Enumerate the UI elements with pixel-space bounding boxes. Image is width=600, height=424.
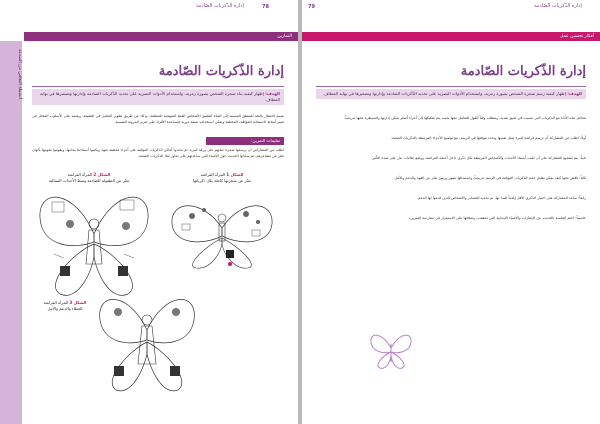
paragraph-5: رابعاً: ساعد المشاركة على اختيار الذكرى الأقل إيلاماً للبدء بها، ثم تحديد المصادر والأشخاص الذين قدموا لها الدعم. <box>416 196 586 200</box>
right-page <box>302 0 600 424</box>
title-underline <box>316 86 586 87</box>
figure-2-number: الشكل 2 <box>93 172 111 177</box>
goal-box <box>316 89 586 99</box>
side-tab-label: أنشطة التعافي من الصدمة <box>17 49 22 99</box>
butterfly-icon <box>368 330 414 370</box>
figure-1-number: الشكل 1 <box>226 172 244 177</box>
figure-2-caption <box>30 172 148 184</box>
paragraph-6: خامساً: اختم الجلسة بالحديث عن الإنجازات والأشياء الإيجابية التي تحققت، وشجّعها على الاستمرار في ممارسة التمرين. <box>408 216 586 220</box>
instructions-bar <box>206 137 284 145</box>
header-title: إدارة الذّكريات الصّادمة <box>534 3 582 9</box>
figure-2-text: تعبّر عن الطفولة الصادمة وسط الأحداث المتتالية <box>48 178 130 183</box>
section-bar-label: التمارين <box>277 34 292 39</box>
figure-1-text: تعبّر عن شجرتها كاملة بكل ذكرياتها <box>192 178 252 183</box>
paragraph-2: أولاً: اطلب من المشاركة أن ترسم فراشة كبيرة تمثل نفسها وتحدد موقعها في الرسم، مع توضيح الأجزاء المرتبطة بالذكريات الصعبة. <box>390 136 586 140</box>
paragraph-4: ثالثاً: ناقش معها كيف يمكن تقليل حجم الذكريات المؤلمة في الرسم تدريجياً، واستبدالها بصور ورموز تعبّر عن القوة والدعم والأمل. <box>393 176 586 180</box>
page-number: 78 <box>262 4 269 10</box>
header-title: إدارة الذّكريات الصّادمة <box>196 3 244 9</box>
goal-text: إظهار كيفية بناء شجرة الشخص بصورة رمزية، واستخدام الأدوات البصرية على تحديد الذّكريات الصادمة وإدارتها وتصغيرها في نهاية المطاف. <box>39 91 280 102</box>
instructions-paragraph: اطلب من المشاركين أن يرسموا شجرة حياتهم على ورقة كبيرة، ثم يحددوا أماكن الذكريات المؤلمة على أجزاء مختلفة منها، ويكتبوا أسماءها بجانبها، ويقوموا بتلوينها بألوان تعبّر عن مشاعرهم، ثم يتبادلوا الحديث حول الأشياء التي ساعدتهم على تجاوز تلك الذكريات الصعبة. <box>32 148 284 158</box>
figure-3-title: المرأة الفراشة <box>43 300 69 305</box>
figure-3-text: العطاء والدعم والأمل <box>47 306 83 311</box>
title-underline <box>32 86 284 87</box>
figure-3-caption <box>30 300 100 312</box>
goal-box <box>32 89 284 105</box>
left-page <box>0 0 298 424</box>
figure-3-number: الشكل 3 <box>69 300 87 305</box>
section-bar <box>302 32 600 41</box>
figure-1-illustration <box>162 188 282 272</box>
page-title: إدارة الذّكريات الصّادمة <box>158 64 284 79</box>
page-title: إدارة الذّكريات الصّادمة <box>460 64 586 79</box>
figure-2-title: المرأة الفراشة <box>67 172 93 177</box>
page-number: 79 <box>308 4 315 10</box>
instructions-label: تعليمات التمرين: <box>250 138 280 143</box>
figure-3-illustration <box>92 286 202 396</box>
section-bar <box>24 32 298 41</box>
figure-2-illustration <box>34 184 154 302</box>
paragraph-1: تتعامل هذه الأداة مع الذكريات التي تتسبب في ضيق شديد، وتتطلب وقتاً أطول للتعامل معها بحيث يتم تفكيكها إلى أجزاء أصغر يمكن إدارتها والسيطرة عليها تدريجياً. <box>344 116 586 120</box>
figure-1-caption <box>166 172 278 184</box>
intro-paragraph: يتسم الانتقال بالثقة للمنطق المستند إلى المدّة لتطبيق الأشخاص الفنيّة المنهجية المنظمة، وذلك عن طريق تطوير التحليل في الطبيعة، ويعتمد على الأسلوب المختار في تغيير أنماط الاستجابة للمواقف المختلفة ويمكن استخدامه بصفة دورية لمساعدة الأفراد على تعزيز المرونة النفسية. <box>32 114 284 124</box>
paragraph-3: ثانياً: يتم تشجيع المشاركة على أن تكتب أسماء الأحداث والأشخاص المرتبطة بكل ذكرى داخل أجنحة الفراشة، ووضع علامات تدل على شدة التأثير. <box>370 156 586 160</box>
figure-1-title: المرأة الفراشة <box>200 172 226 177</box>
goal-label: الهدف: <box>265 91 280 96</box>
side-tab <box>0 41 22 424</box>
section-bar-label: أفكار تحسين عمل <box>560 34 594 39</box>
goal-text: إظهار كيفية رسم شجرة الشخص بصورة رمزية، واستخدام الأدوات البصرية على تحديد الذّكريات الصادمة وإدارتها وتصغيرها في نهاية المطاف. <box>322 91 566 96</box>
goal-label: الهدف: <box>567 91 582 96</box>
